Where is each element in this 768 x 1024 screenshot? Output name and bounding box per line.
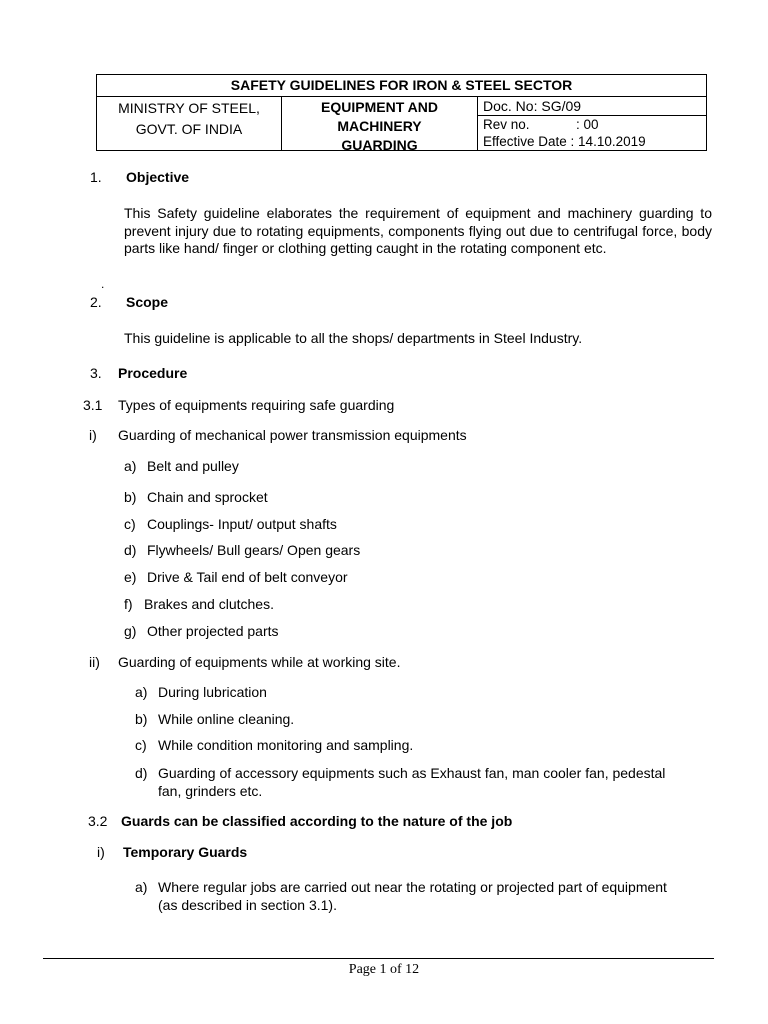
section-3-2-text: Guards can be classified according to the nature of the job bbox=[121, 813, 513, 829]
list-marker: d) bbox=[135, 765, 148, 781]
list-marker: b) bbox=[124, 489, 137, 505]
section-3-heading: Procedure bbox=[118, 365, 188, 381]
list-item: Guarding of accessory equipments such as Exhaust fan, man cooler fan, pedestal bbox=[158, 765, 666, 781]
section-1-number: 1. bbox=[90, 169, 102, 185]
document-header-table bbox=[96, 74, 707, 151]
list-item-continuation: fan, grinders etc. bbox=[158, 783, 263, 799]
footer-divider bbox=[43, 958, 714, 959]
item-ii-text: Guarding of equipments while at working site. bbox=[118, 654, 401, 670]
list-item: Couplings- Input/ output shafts bbox=[147, 516, 337, 532]
temporary-guards-heading: Temporary Guards bbox=[123, 844, 248, 860]
revision-label: Rev no. bbox=[483, 117, 530, 132]
list-marker: a) bbox=[124, 458, 137, 474]
revision-value: : 00 bbox=[576, 117, 599, 132]
list-item: Flywheels/ Bull gears/ Open gears bbox=[147, 542, 361, 558]
list-marker: d) bbox=[124, 542, 137, 558]
section-3-number: 3. bbox=[90, 365, 102, 381]
revision-number bbox=[478, 116, 706, 133]
list-marker: b) bbox=[135, 711, 148, 727]
section-3-1-text: Types of equipments requiring safe guarding bbox=[118, 397, 395, 413]
list-marker: g) bbox=[124, 623, 137, 639]
section-3-2-number: 3.2 bbox=[88, 813, 108, 829]
objective-paragraph bbox=[124, 205, 712, 258]
subject-line-1: EQUIPMENT AND bbox=[321, 99, 438, 115]
ministry-cell bbox=[97, 97, 282, 151]
item-i-number: i) bbox=[89, 427, 97, 443]
doc-info-cell bbox=[478, 97, 706, 151]
ministry-line-1: MINISTRY OF STEEL, bbox=[118, 100, 260, 116]
subject-cell bbox=[282, 97, 478, 151]
item-i-text: Guarding of mechanical power transmission equipments bbox=[118, 427, 467, 443]
subject-line-3: GUARDING bbox=[341, 137, 418, 153]
list-item: Other projected parts bbox=[147, 623, 279, 639]
section-3-1-number: 3.1 bbox=[83, 397, 103, 413]
list-item: Where regular jobs are carried out near the rotating or projected part of equipment bbox=[158, 879, 667, 895]
list-marker: c) bbox=[124, 516, 136, 532]
list-item-continuation: (as described in section 3.1). bbox=[158, 897, 337, 913]
list-item: While online cleaning. bbox=[158, 711, 295, 727]
list-marker: e) bbox=[124, 569, 137, 585]
list-item: Drive & Tail end of belt conveyor bbox=[147, 569, 348, 585]
scope-text: This guideline is applicable to all the shops/ departments in Steel Industry. bbox=[124, 330, 583, 346]
list-marker: f) bbox=[124, 596, 133, 612]
list-item: Belt and pulley bbox=[147, 458, 239, 474]
list-marker: a) bbox=[135, 879, 148, 895]
page-number: Page 1 of 12 bbox=[348, 962, 420, 977]
list-item: Brakes and clutches. bbox=[144, 596, 274, 612]
doc-number: Doc. No: SG/09 bbox=[478, 97, 706, 116]
section-2-number: 2. bbox=[90, 294, 102, 310]
list-item: While condition monitoring and sampling. bbox=[158, 737, 414, 753]
section-1-heading: Objective bbox=[126, 169, 190, 185]
effective-date: Effective Date : 14.10.2019 bbox=[483, 134, 646, 149]
list-marker: c) bbox=[135, 737, 147, 753]
item-ii-number: ii) bbox=[89, 654, 100, 670]
subject-line-2: MACHINERY bbox=[337, 118, 422, 134]
objective-text: This Safety guideline elaborates the requirement of equipment and machinery guarding to prevent injury due to rotating equipments, components flying out due to centrifugal force, body parts like hand/ finger or clothing getting caught in the rotating component etc. bbox=[124, 205, 712, 257]
document-title: SAFETY GUIDELINES FOR IRON & STEEL SECTOR bbox=[97, 75, 706, 97]
section-2-heading: Scope bbox=[126, 294, 169, 310]
list-marker: a) bbox=[135, 684, 148, 700]
temporary-guards-number: i) bbox=[97, 844, 105, 860]
stray-dot: . bbox=[101, 277, 105, 291]
list-item: During lubrication bbox=[158, 684, 267, 700]
list-item: Chain and sprocket bbox=[147, 489, 268, 505]
ministry-line-2: GOVT. OF INDIA bbox=[135, 121, 243, 137]
